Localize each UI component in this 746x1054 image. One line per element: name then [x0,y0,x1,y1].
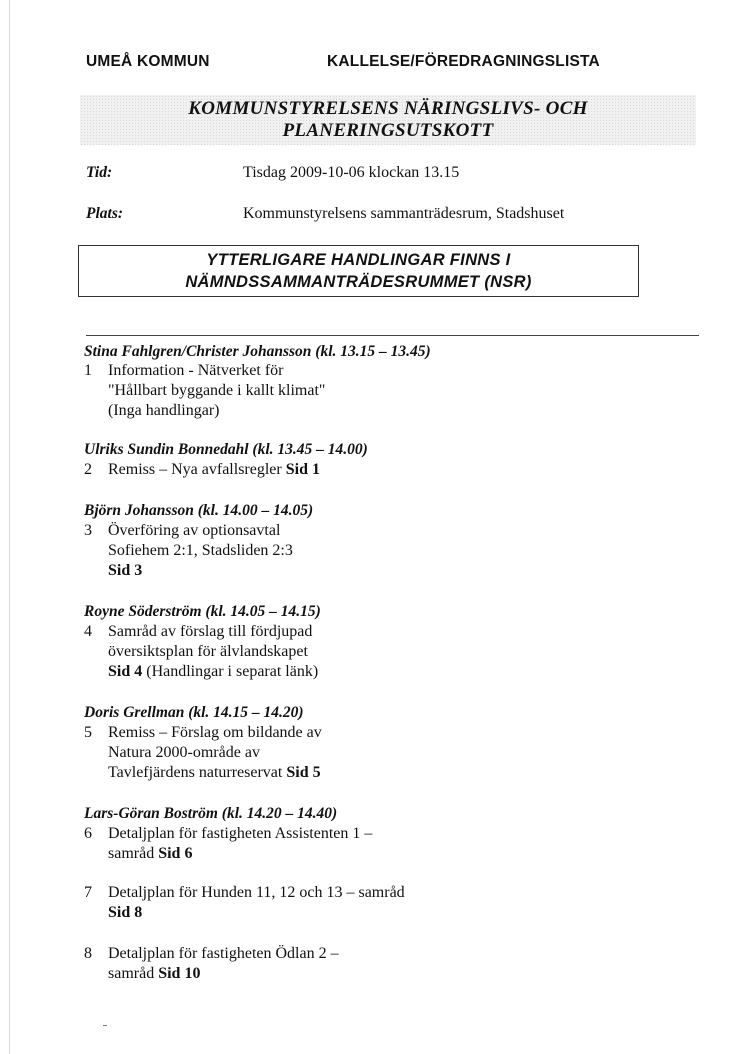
item-number-7: 7 [84,884,92,901]
item-3-line-2: Sofiehem 2:1, Stadsliden 2:3 [108,542,293,559]
item-6-line-2 [108,845,192,863]
time-value: Tisdag 2009-10-06 klockan 13.15 [243,164,460,181]
item-7-line-1: Detaljplan för Hunden 11, 12 och 13 – samråd [108,884,405,901]
item-3-page-ref: Sid 3 [108,562,143,579]
item-5-page-ref: Sid 5 [286,764,321,781]
item-7-page-ref: Sid 8 [108,904,143,921]
place-label: Plats: [86,205,124,222]
item-6-page-ref: Sid 6 [158,845,193,862]
item-4-line-3 [108,663,318,681]
item-number-4: 4 [84,623,92,640]
item-1-line-2: "Hållbart byggande i kallt klimat" [108,382,326,399]
document-type: KALLELSE/FÖREDRAGNINGSLISTA [327,53,600,70]
item-8-line-2 [108,965,200,983]
item-1-line-3: (Inga handlingar) [108,402,220,419]
speaker-5: Doris Grellman (kl. 14.15 – 14.20) [84,704,304,721]
item-number-8: 8 [84,945,92,962]
separator-rule [86,335,699,336]
item-4-line-2: översiktsplan för älvlandskapet [108,643,308,660]
item-8-page-ref: Sid 10 [158,965,201,982]
committee-title-line-2: PLANERINGSUTSKOTT [282,120,494,141]
item-3-line-3 [108,562,142,580]
item-5-line-1: Remiss – Förslag om bildande av [108,724,322,741]
scan-speck [103,1025,107,1026]
item-2-page-ref: Sid 1 [285,461,320,478]
item-8-line-1: Detaljplan för fastigheten Ödlan 2 – [108,945,339,962]
item-5-line-3 [108,764,321,782]
item-number-5: 5 [84,724,92,741]
item-number-1: 1 [84,362,92,379]
item-number-3: 3 [84,522,92,539]
item-4-page-ref: Sid 4 [108,663,143,680]
organization-name: UMEÅ KOMMUN [86,53,210,70]
item-6-line-1: Detaljplan för fastigheten Assistenten 1 – [108,825,373,842]
item-4-note: (Handlingar i separat länk) [142,663,319,680]
speaker-6: Lars-Göran Boström (kl. 14.20 – 14.40) [84,805,338,822]
place-value: Kommunstyrelsens sammanträdesrum, Stadshuset [243,205,565,222]
speaker-4: Royne Söderström (kl. 14.05 – 14.15) [84,603,321,620]
speaker-1: Stina Fahlgren/Christer Johansson (kl. 13.15 – 13.45) [84,343,431,360]
speaker-3: Björn Johansson (kl. 14.00 – 14.05) [84,502,314,519]
committee-title-line-1: KOMMUNSTYRELSENS NÄRINGSLIVS- OCH [188,98,588,119]
page-edge-line [9,0,10,1054]
item-number-6: 6 [84,825,92,842]
item-1-line-1: Information - Nätverket för [108,362,284,379]
item-7-line-2 [108,904,142,922]
item-8-text: samråd [108,965,159,982]
notice-line-1: YTTERLIGARE HANDLINGAR FINNS I [206,251,511,269]
item-4-line-1: Samråd av förslag till fördjupad [108,623,313,640]
speaker-2: Ulriks Sundin Bonnedahl (kl. 13.45 – 14.00) [84,441,368,458]
item-5-text: Tavlefjärdens naturreservat [108,764,287,781]
item-6-text: samråd [108,845,159,862]
item-5-line-2: Natura 2000-område av [108,744,260,761]
time-label: Tid: [86,164,113,181]
item-2-text: Remiss – Nya avfallsregler [108,461,286,478]
item-number-2: 2 [84,461,92,478]
item-3-line-1: Överföring av optionsavtal [108,522,281,539]
notice-line-2: NÄMNDSSAMMANTRÄDESRUMMET (NSR) [185,273,532,291]
item-2-line-1 [108,461,320,479]
